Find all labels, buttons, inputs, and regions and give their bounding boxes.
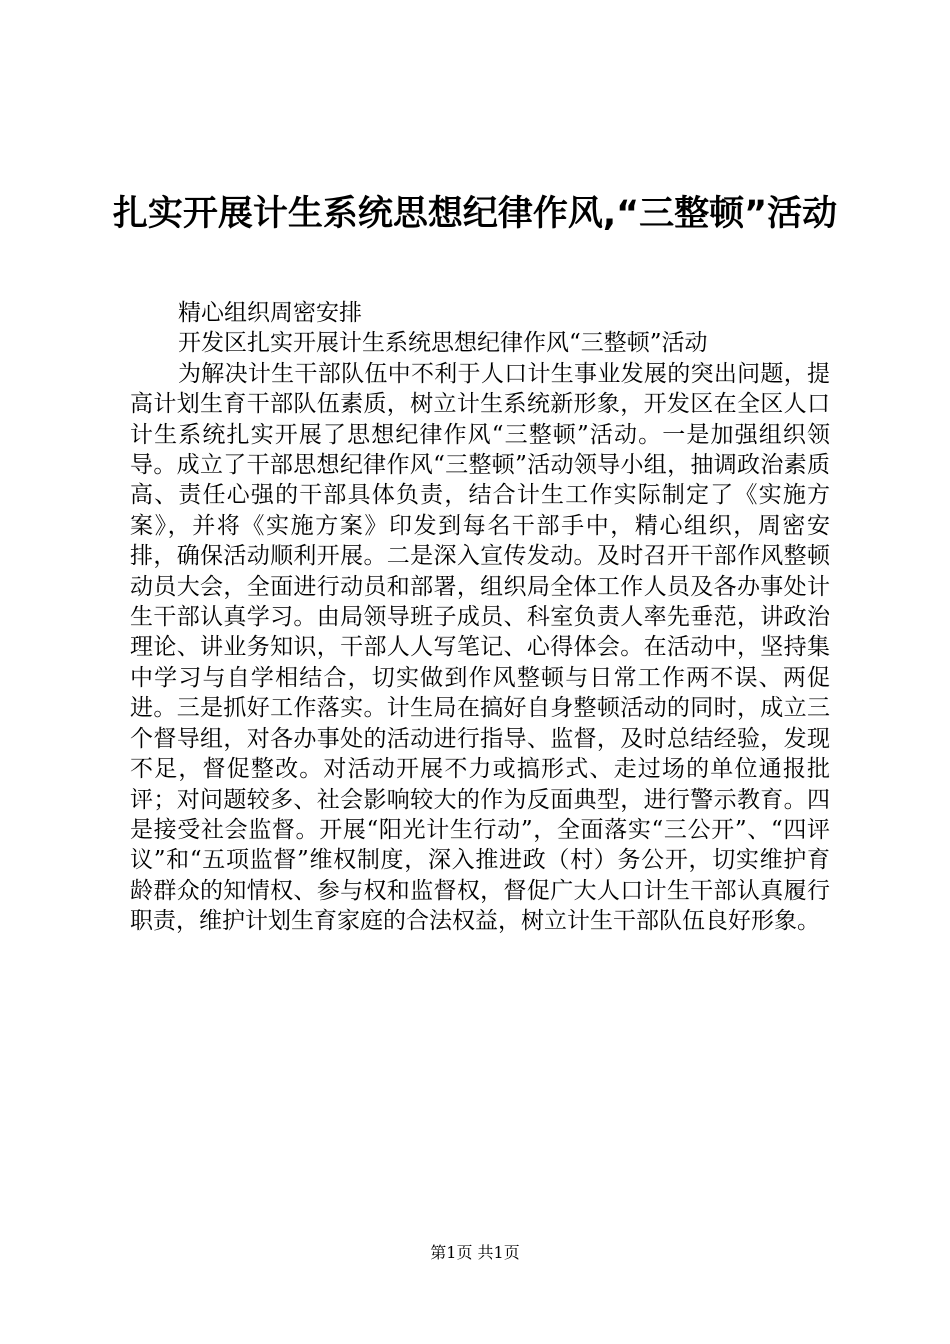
document-lead: 开发区扎实开展计生系统思想纪律作风“三整顿”活动 — [178, 330, 708, 357]
document-title: 扎实开展计生系统思想纪律作风,“三整顿”活动 — [112, 194, 838, 234]
page-number-footer: 第1页 共1页 — [430, 1243, 520, 1262]
document-subtitle: 精心组织周密安排 — [178, 300, 362, 326]
document-body — [130, 298, 830, 937]
document-paragraph: 为解决计生干部队伍中不利于人口计生事业发展的突出问题，提高计划生育干部队伍素质，树立计生系统新形象，开发区在全区人口计生系统扎实开展了思想纪律作风“三整顿”活动。一是加强组织领导。成立了干部思想纪律作风“三整顿”活动领导小组，抽调政治素质高、责任心强的干部具体负责，结合计生工作实际制定了《实施方案》，并将《实施方案》印发到每名干部手中，精心组织，周密安排，确保活动顺利开展。二是深入宣传发动。及时召开干部作风整顿动员大会，全面进行动员和部署，组织局全体工作人员及各办事处计生干部认真学习。由局领导班子成员、科室负责人率先垂范，讲政治理论、讲业务知识，干部人人写笔记、心得体会。在活动中，坚持集中学习与自学相结合，切实做到作风整顿与日常工作两不误、两促进。三是抓好工作落实。计生局在搞好自身整顿活动的同时，成立三个督导组，对各办事处的活动进行指导、监督，及时总结经验，发现不足，督促整改。对活动开展不力或搞形式、走过场的单位通报批评；对问题较多、社会影响较大的作为反面典型，进行警示教育。四是接受社会监督。开展“阳光计生行动”，全面落实“三公开”、“四评议”和“五项监督”维权制度，深入推进政（村）务公开，切实维护育龄群众的知情权、参与权和监督权，督促广大人口计生干部认真履行职责，维护计划生育家庭的合法权益，树立计生干部队伍良好形象。 — [130, 360, 830, 935]
